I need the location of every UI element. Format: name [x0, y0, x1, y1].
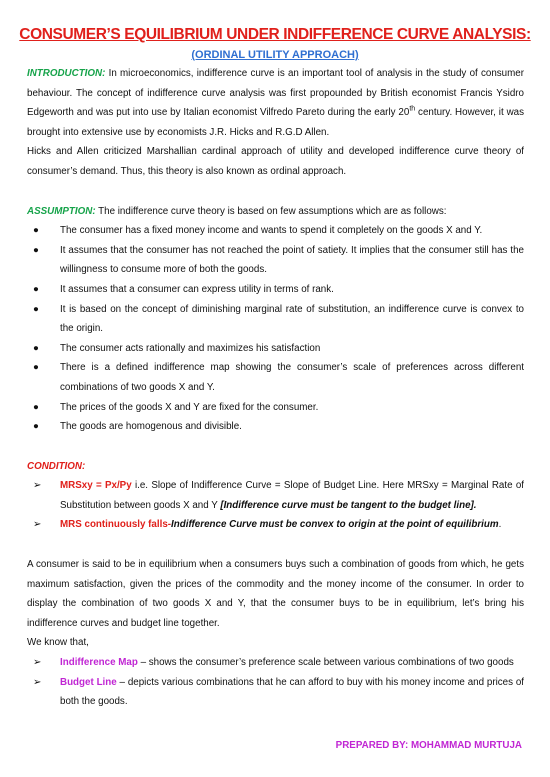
document-body	[27, 64, 524, 712]
bullet-icon: ●	[33, 303, 39, 315]
footer-author: PREPARED BY: MOHAMMAD MURTUJA	[335, 740, 522, 751]
equilibrium-paragraph: A consumer is said to be in equilibrium when a consumers buys such a combination of goods from which, he gets maximum satisfaction, given the prices of the commodity and the money income of the consumer. In order to display the combination of two goods X and Y, that the consumer buys to be in equilibrium, let’s bring his indifference curves and budget line together.	[27, 559, 524, 629]
list-item: ● The goods are homogenous and divisible.	[27, 417, 524, 437]
condition-heading	[27, 457, 524, 477]
list-item: ● The consumer acts rationally and maximizes his satisfaction	[27, 339, 524, 359]
bullet-icon: ●	[33, 342, 39, 354]
list-item: ● It assumes that a consumer can express utility in terms of rank.	[27, 280, 524, 300]
arrow-bullet-icon: ➢	[33, 657, 42, 669]
bullet-icon: ●	[33, 421, 39, 433]
list-item: ● It assumes that the consumer has not reached the point of satiety. It implies that the consumer still has the willingness to consume more of both the goods.	[27, 241, 524, 280]
bullet-icon: ●	[33, 401, 39, 413]
arrow-bullet-icon: ➢	[33, 676, 42, 688]
condition-list	[27, 476, 524, 535]
page-subtitle: (ORDINAL UTILITY APPROACH)	[191, 49, 359, 61]
we-know-text: We know that,	[27, 637, 89, 649]
assumption-paragraph	[27, 202, 524, 222]
list-item: ➢ MRS continuously falls-Indifference Curve must be convex to origin at the point of equilibrium.	[27, 515, 524, 535]
list-item: ● The prices of the goods X and Y are fixed for the consumer.	[27, 398, 524, 418]
assumption-label: ASSUMPTION:	[27, 205, 96, 217]
intro-text-1: In microeconomics, indifference curve is an important tool of analysis in the study of consumer behaviour. The concept of indifference curve analysis was first propounded by British economist Francis Ysidro Edgeworth and was put into use by Italian economist Vilfredo Pareto during the early 20	[27, 68, 524, 119]
intro-paragraph-2: Hicks and Allen criticized Marshallian cardinal approach of utility and developed indifference curve theory of consumer’s demand. Thus, this theory is also known as ordinal approach.	[27, 146, 524, 177]
list-item: ● It is based on the concept of diminishing marginal rate of substitution, an indifference curve is convex to the origin.	[27, 300, 524, 339]
intro-superscript: th	[409, 105, 416, 113]
intro-paragraph	[27, 64, 524, 142]
assumption-text: The indifference curve theory is based on few assumptions which are as follows:	[95, 205, 447, 217]
bullet-icon: ●	[33, 244, 39, 256]
bullet-icon: ●	[33, 362, 39, 374]
intro-text-2: century. However, it was brought into extensive use by economists J.R. Hicks and R.G.D Allen.	[27, 107, 524, 138]
arrow-bullet-icon: ➢	[33, 519, 42, 531]
intro-label: INTRODUCTION:	[27, 68, 106, 79]
bullet-icon: ●	[33, 225, 39, 237]
list-item: ● There is a defined indifference map showing the consumer’s scale of preferences across different combinations of two goods X and Y.	[27, 358, 524, 397]
arrow-bullet-icon: ➢	[33, 480, 42, 492]
condition-label: CONDITION:	[27, 460, 86, 472]
list-item: ● The consumer has a fixed money income and wants to spend it completely on the goods X and Y.	[27, 221, 524, 241]
list-item: ➢ Budget Line – depicts various combinations that he can afford to buy with his money income and prices of both the goods.	[27, 673, 524, 712]
list-item: ➢ MRSxy = Px/Py i.e. Slope of Indifference Curve = Slope of Budget Line. Here MRSxy = Marginal Rate of Substitution between goods X and Y [Indifference curve must be tangent to the budget line].	[27, 476, 524, 515]
bullet-icon: ●	[33, 283, 39, 295]
page-title: CONSUMER’S EQUILIBRIUM UNDER INDIFFERENCE CURVE ANALYSIS:	[19, 26, 531, 43]
assumption-list	[27, 221, 524, 437]
list-item: ➢ Indifference Map – shows the consumer’s preference scale between various combinations of two goods	[27, 653, 524, 673]
tools-list	[27, 653, 524, 712]
